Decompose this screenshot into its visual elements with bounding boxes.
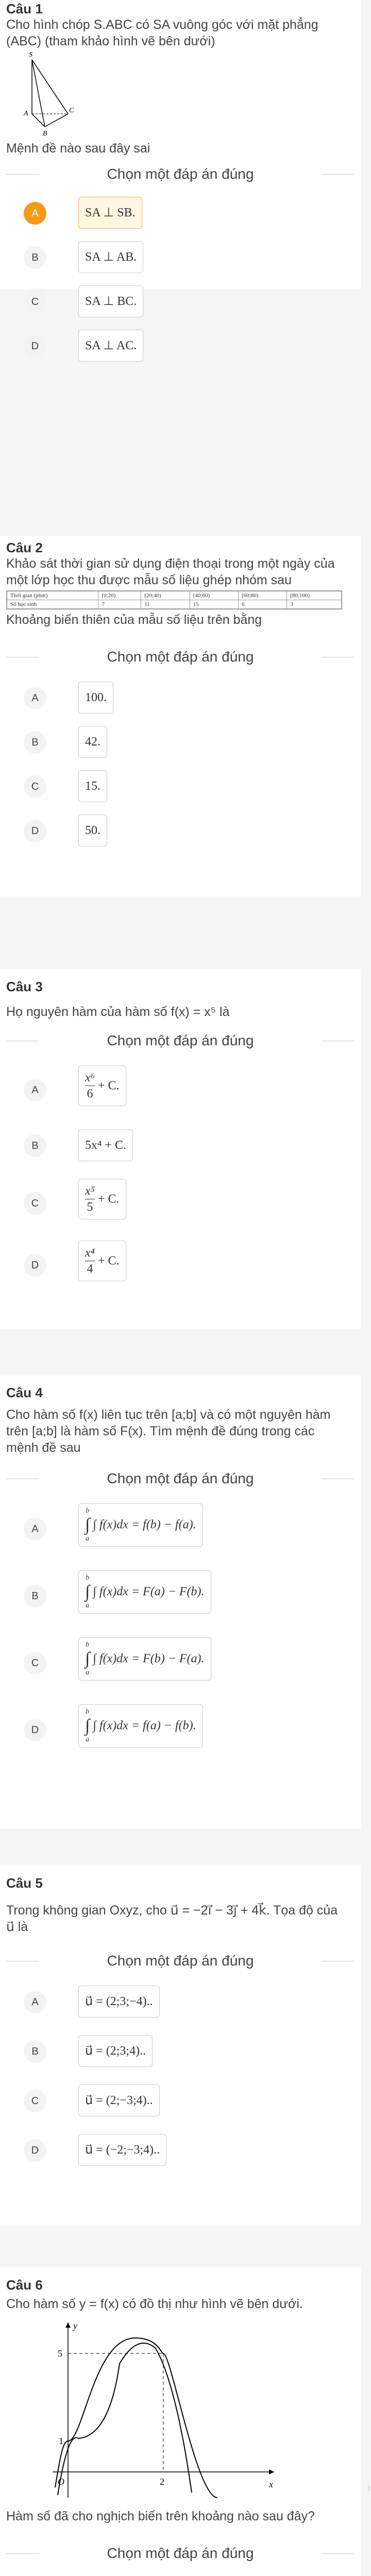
table-cell: 11 bbox=[141, 600, 190, 609]
choose-prompt: Chọn một đáp án đúng bbox=[6, 166, 355, 182]
option-b[interactable] bbox=[6, 1564, 355, 1631]
option-letter: D bbox=[24, 820, 46, 842]
integral-expression: ∫ f(x)dx = f(b) − f(a). bbox=[93, 1518, 196, 1532]
question-text: Cho hàm số y = f(x) có đồ thị như hình vẽ bên dưới. bbox=[6, 2297, 303, 2311]
integral-upper: b bbox=[86, 1507, 90, 1515]
option-answer[interactable]: 100. bbox=[78, 682, 113, 714]
option-answer[interactable]: SA ⊥ BC. bbox=[78, 285, 143, 317]
table-cell: Số học sinh bbox=[7, 600, 98, 609]
option-c[interactable] bbox=[6, 764, 355, 808]
option-letter: D bbox=[24, 335, 46, 358]
question-card-2 bbox=[0, 536, 361, 896]
question-title: Câu 5 bbox=[6, 1875, 43, 1891]
option-b[interactable] bbox=[6, 1121, 355, 1173]
question-title: Câu 6 bbox=[6, 2277, 43, 2293]
fraction-denominator: 4 bbox=[87, 1262, 93, 1276]
integral-expression: ∫ f(x)dx = f(a) − f(b). bbox=[93, 1719, 196, 1733]
question-statement: Mệnh đề nào sau đây sai bbox=[6, 141, 150, 156]
option-a[interactable] bbox=[6, 191, 355, 235]
integral-upper: b bbox=[86, 1641, 90, 1649]
option-letter: C bbox=[24, 291, 46, 313]
scrollbar-thumb[interactable] bbox=[368, 2486, 370, 2491]
question-card-1 bbox=[0, 0, 361, 352]
option-answer[interactable]: 15. bbox=[78, 770, 107, 802]
choose-prompt: Chọn một đáp án đúng bbox=[6, 2545, 355, 2562]
option-d[interactable] bbox=[6, 1234, 355, 1296]
integral-expression: ∫ f(x)dx = F(a) − F(b). bbox=[93, 1585, 205, 1599]
integral-expression: ∫ f(x)dx = F(b) − F(a). bbox=[93, 1652, 205, 1666]
option-a[interactable] bbox=[6, 675, 355, 720]
option-a[interactable] bbox=[6, 2572, 355, 2576]
fraction-numerator: x⁴ bbox=[85, 1245, 95, 1261]
question-card-5 bbox=[0, 1865, 361, 2226]
question-text: Cho hình chóp S.ABC có SA vuông góc với mặt phẳng (ABC) (tham khảo hình vẽ bên dưới) bbox=[6, 18, 318, 48]
table-cell: 15 bbox=[190, 600, 238, 609]
question-card-3 bbox=[0, 969, 361, 1329]
integral-upper: b bbox=[86, 1574, 90, 1582]
fraction-denominator: 5 bbox=[87, 1200, 93, 1214]
option-letter: A bbox=[24, 202, 46, 225]
option-answer[interactable]: SA ⊥ SB. bbox=[78, 197, 142, 229]
function-graph bbox=[47, 2317, 284, 2503]
option-answer[interactable]: b ∫ a ∫ f(x)dx = f(b) − f(a). bbox=[78, 1503, 203, 1547]
fraction-denominator: 6 bbox=[87, 1087, 93, 1100]
option-answer[interactable]: b ∫ a ∫ f(x)dx = F(a) − F(b). bbox=[78, 1570, 211, 1614]
question-statement: Khoảng biến thiên của mẫu số liệu trên bằng bbox=[6, 613, 262, 627]
question-title: Câu 4 bbox=[6, 1385, 43, 1400]
question-text: Trong không gian Oxyz, cho u⃗ = −2i⃗ − 3j⃗ + 4k⃗. Tọa độ của u⃗ là bbox=[6, 1903, 338, 1934]
fraction-numerator: x⁶ bbox=[85, 1070, 95, 1086]
axis-label-y: y bbox=[73, 2320, 77, 2331]
table-header: [80;100) bbox=[287, 591, 342, 600]
option-letter: A bbox=[24, 1518, 46, 1540]
option-a[interactable] bbox=[6, 1497, 355, 1564]
question-text: Khảo sát thời gian sử dụng điện thoại trong một ngày của một lớp học thu được mẫu số liệu ghép nhóm sau bbox=[6, 556, 335, 587]
question-title: Câu 2 bbox=[6, 540, 43, 555]
option-answer[interactable]: 42. bbox=[78, 726, 107, 758]
table-header: [40;60) bbox=[190, 591, 238, 600]
option-letter: A bbox=[24, 1991, 46, 2013]
frequency-table bbox=[6, 590, 342, 609]
option-answer[interactable]: u⃗ = (2;−3;4).. bbox=[78, 2084, 160, 2116]
option-letter: A bbox=[24, 687, 46, 709]
pyramid-figure bbox=[11, 49, 73, 137]
origin-label: O bbox=[58, 2477, 64, 2487]
option-letter: C bbox=[24, 2090, 46, 2112]
table-cell: 3 bbox=[287, 600, 342, 609]
vertex-label-a: A bbox=[24, 110, 28, 117]
option-answer[interactable] bbox=[78, 1065, 126, 1106]
answer-tail: + C. bbox=[98, 1254, 120, 1268]
option-d[interactable] bbox=[6, 2128, 355, 2177]
option-d[interactable] bbox=[6, 808, 355, 853]
option-a[interactable] bbox=[6, 1059, 355, 1121]
choose-prompt: Chọn một đáp án đúng bbox=[6, 649, 355, 665]
table-header: [60;80) bbox=[238, 591, 286, 600]
question-text: Cho hàm số f(x) liên tục trên [a;b] và có một nguyên hàm trên [a;b] là hàm số F(x). Tìm mệnh đề đúng trong các mệnh đề sau bbox=[6, 1408, 331, 1455]
option-answer[interactable]: u⃗ = (2;3;4).. bbox=[78, 2035, 153, 2067]
option-letter: A bbox=[24, 1079, 46, 1101]
option-c[interactable] bbox=[6, 1631, 355, 1698]
axis-label-x: x bbox=[269, 2479, 273, 2489]
choose-prompt: Chọn một đáp án đúng bbox=[6, 1032, 355, 1049]
option-answer[interactable]: b ∫ a ∫ f(x)dx = f(a) − f(b). bbox=[78, 1704, 203, 1748]
integral-upper: b bbox=[86, 1708, 90, 1716]
vertex-label-b: B bbox=[43, 130, 47, 138]
answer-tail: + C. bbox=[98, 1079, 120, 1093]
option-answer[interactable]: u⃗ = (2;3;−4).. bbox=[78, 1986, 160, 2018]
tick-label-1: 1 bbox=[59, 2436, 63, 2446]
tick-label-2: 2 bbox=[160, 2477, 164, 2487]
table-cell: 7 bbox=[98, 600, 141, 609]
option-letter: B bbox=[24, 731, 46, 754]
option-letter: B bbox=[24, 1134, 46, 1157]
option-d[interactable] bbox=[6, 324, 355, 368]
question-card-6 bbox=[0, 2267, 361, 2576]
answer-tail: + C. bbox=[98, 1192, 120, 1206]
option-answer[interactable]: 5x⁴ + C. bbox=[78, 1129, 133, 1161]
question-card-4 bbox=[0, 1376, 361, 1829]
option-b[interactable] bbox=[6, 2029, 355, 2078]
question-statement: Hàm số đã cho nghịch biến trên khoảng nào sau đây? bbox=[6, 2509, 315, 2523]
table-header: [0;20) bbox=[98, 591, 141, 600]
option-b[interactable] bbox=[6, 720, 355, 764]
integral-lower: a bbox=[86, 1669, 90, 1676]
vertex-label-c: C bbox=[69, 107, 74, 114]
option-letter: C bbox=[24, 775, 46, 798]
option-letter: C bbox=[24, 1192, 46, 1215]
question-title: Câu 1 bbox=[6, 1, 43, 16]
integral-lower: a bbox=[86, 1535, 90, 1543]
option-letter: C bbox=[24, 1652, 46, 1674]
option-answer[interactable]: SA ⊥ AC. bbox=[78, 330, 143, 362]
option-letter: B bbox=[24, 246, 46, 269]
option-answer[interactable]: u⃗ = (−2;−3;4).. bbox=[78, 2134, 166, 2166]
option-letter: B bbox=[24, 1585, 46, 1607]
option-answer[interactable] bbox=[78, 1179, 126, 1219]
choose-prompt: Chọn một đáp án đúng bbox=[6, 1953, 355, 1969]
option-c[interactable] bbox=[6, 1173, 355, 1234]
option-c[interactable] bbox=[6, 2078, 355, 2128]
integral-lower: a bbox=[86, 1736, 90, 1743]
tick-label-5: 5 bbox=[58, 2348, 62, 2359]
option-c[interactable] bbox=[6, 279, 355, 324]
fraction-numerator: x⁵ bbox=[85, 1183, 95, 1199]
option-d[interactable] bbox=[6, 1698, 355, 1765]
integral-lower: a bbox=[86, 1602, 90, 1609]
choose-prompt: Chọn một đáp án đúng bbox=[6, 1470, 355, 1487]
table-cell: 6 bbox=[238, 600, 286, 609]
option-answer[interactable]: b ∫ a ∫ f(x)dx = F(b) − F(a). bbox=[78, 1637, 211, 1681]
option-a[interactable] bbox=[6, 1979, 355, 2029]
option-answer[interactable]: 50. bbox=[78, 815, 107, 846]
question-title: Câu 3 bbox=[6, 979, 43, 994]
option-answer[interactable] bbox=[78, 1241, 126, 1281]
table-header: Thời gian (phút) bbox=[7, 591, 98, 600]
option-letter: D bbox=[24, 1719, 46, 1741]
option-letter: D bbox=[24, 1254, 46, 1277]
option-letter: B bbox=[24, 2040, 46, 2063]
option-b[interactable] bbox=[6, 235, 355, 279]
table-header: [20;40) bbox=[141, 591, 190, 600]
option-answer[interactable]: SA ⊥ AB. bbox=[78, 241, 143, 273]
option-letter: D bbox=[24, 2139, 46, 2162]
question-text: Họ nguyên hàm của hàm số f(x) = x⁵ là bbox=[6, 1005, 230, 1019]
vertex-label-s: S bbox=[29, 51, 32, 59]
